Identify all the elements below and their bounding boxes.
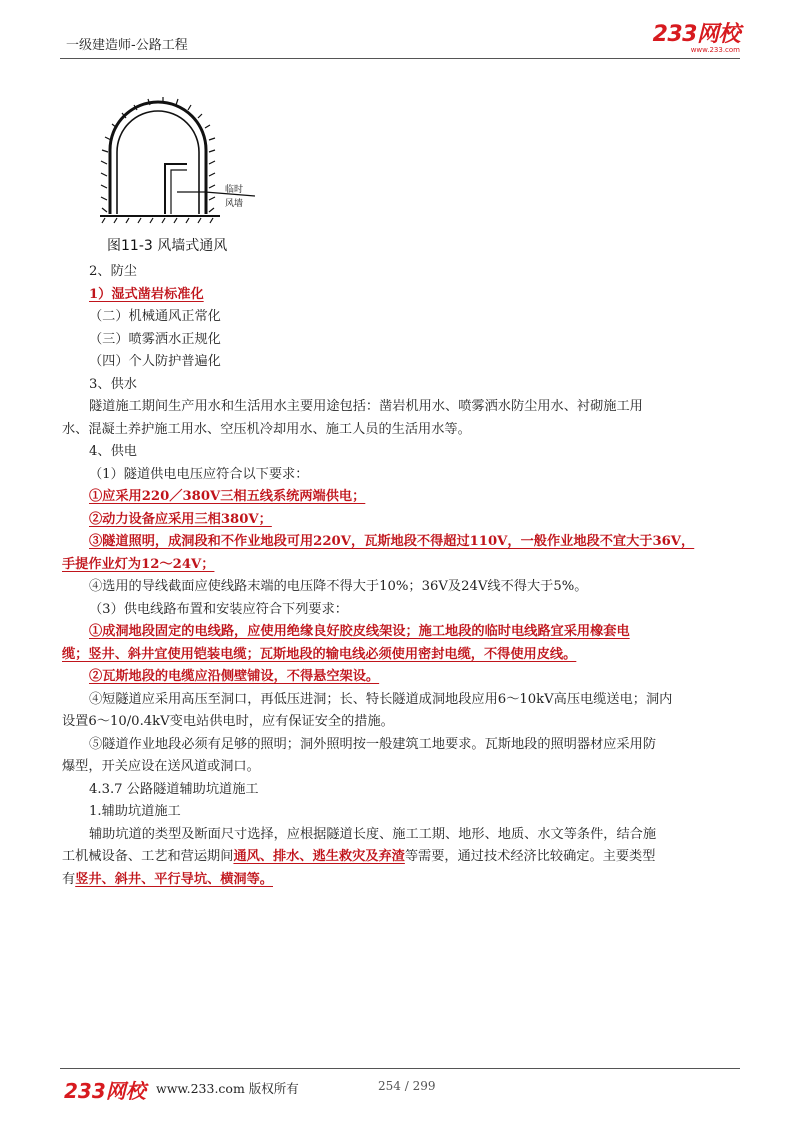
text-line	[62, 801, 742, 824]
text-line	[62, 869, 742, 892]
text-line	[62, 486, 742, 509]
text-line	[62, 284, 742, 307]
text-line	[62, 644, 742, 667]
logo-text: 233网校	[652, 22, 740, 47]
figure-caption: 图11-3 风墙式通风	[107, 238, 228, 254]
highlighted-text: 手提作业灯为12～24V；	[62, 556, 215, 572]
highlighted-text: 竖井、斜井、平行导坑、横洞等。	[75, 871, 273, 887]
page-number: 254 / 299	[378, 1079, 436, 1093]
text-line	[62, 554, 742, 577]
text-line	[62, 599, 742, 622]
figure-label-1: 临时	[225, 185, 244, 195]
line-text: ⑤隧道作业地段必须有足够的照明；洞外照明按一般建筑工地要求。瓦斯地段的照明器材应采用防	[89, 736, 657, 752]
text-line	[62, 666, 742, 689]
text-line	[62, 824, 742, 847]
page-header	[60, 22, 740, 59]
text-line	[62, 756, 742, 779]
line-text: ④选用的导线截面应使线路末端的电压降不得大于10%；36V及24V线不得大于5%。	[89, 579, 588, 594]
figure-label-2: 风墙	[225, 199, 244, 209]
text-line	[62, 779, 742, 802]
highlighted-text: ③隧道照明，成洞段和不作业地段可用220V，瓦斯地段不得超过110V，一般作业地段不宜大于36V，	[89, 534, 695, 549]
text-line	[62, 464, 742, 487]
highlighted-text: 通风、排水、逃生救灾及弃渣	[233, 849, 405, 864]
logo-url: www.233.com	[690, 46, 740, 54]
text-line	[62, 306, 742, 329]
document-body	[62, 261, 742, 891]
header-title: 一级建造师-公路工程	[66, 38, 188, 53]
line-text: 等需要，通过技术经济比较确定。主要类型	[404, 849, 656, 864]
text-line	[62, 374, 742, 397]
line-text: （四）个人防护普遍化	[89, 354, 221, 369]
text-line	[62, 734, 742, 757]
text-line	[62, 846, 742, 869]
page-footer	[60, 1068, 740, 1109]
footer-copyright: www.233.com 版权所有	[156, 1081, 299, 1096]
line-text: （二）机械通风正常化	[89, 309, 221, 324]
line-text: ④短隧道应采用高压至洞口，再低压进洞；长、特长隧道成洞地段应用6～10kV高压电缆送电；洞内	[89, 691, 673, 707]
text-line	[62, 441, 742, 464]
text-line	[62, 689, 742, 712]
highlighted-text: ②动力设备应采用三相380V；	[89, 511, 272, 527]
line-text: 4、供电	[89, 444, 137, 459]
line-text: 4.3.7 公路隧道辅助坑道施工	[89, 781, 259, 797]
brand-logo	[653, 24, 740, 54]
text-line	[62, 329, 742, 352]
line-text: 辅助坑道的类型及断面尺寸选择，应根据隧道长度、施工工期、地形、地质、水文等条件，结合施	[89, 826, 657, 842]
line-text: 1.辅助坑道施工	[89, 804, 181, 819]
text-line	[62, 531, 742, 554]
highlighted-text: 1）湿式凿岩标准化	[89, 286, 204, 302]
line-text: （三）喷雾洒水正规化	[89, 331, 221, 347]
text-line	[62, 509, 742, 532]
highlighted-text: ①成洞地段固定的电线路，应使用绝缘良好胶皮线架设；施工地段的临时电线路宜采用橡套电	[89, 624, 630, 639]
line-text: 有	[62, 871, 76, 887]
text-line	[62, 576, 742, 599]
highlighted-text: ①应采用220／380V三相五线系统两端供电；	[89, 489, 366, 504]
tunnel-figure	[95, 92, 275, 227]
line-text: 3、供水	[89, 376, 137, 392]
text-line	[62, 621, 742, 644]
line-text: 2、防尘	[89, 264, 137, 279]
wind-wall-diagram	[95, 92, 275, 227]
highlighted-text: ②瓦斯地段的电缆应沿侧壁铺设，不得悬空架设。	[89, 669, 380, 684]
line-text: 隧道施工期间生产用水和生活用水主要用途包括：凿岩机用水、喷雾洒水防尘用水、衬砌施工用	[89, 399, 643, 414]
text-line	[62, 351, 742, 374]
line-text: （3）供电线路布置和安装应符合下列要求：	[89, 601, 348, 617]
text-line	[62, 261, 742, 284]
line-text: 水、混凝土养护施工用水、空压机冷却用水、施工人员的生活用水等。	[62, 421, 471, 437]
highlighted-text: 缆；竖井、斜井宜使用铠装电缆；瓦斯地段的输电线必须使用密封电缆，不得使用皮线。	[62, 646, 577, 662]
text-line	[62, 711, 742, 734]
line-text: 工机械设备、工艺和营运期间	[62, 849, 234, 864]
footer-logo: 233网校	[64, 1079, 146, 1103]
line-text: 爆型，开关应设在送风道或洞口。	[62, 759, 260, 774]
text-line	[62, 419, 742, 442]
line-text: 设置6～10/0.4kV变电站供电时，应有保证安全的措施。	[62, 714, 394, 729]
text-line	[62, 396, 742, 419]
line-text: （1）隧道供电电压应符合以下要求：	[89, 466, 309, 482]
